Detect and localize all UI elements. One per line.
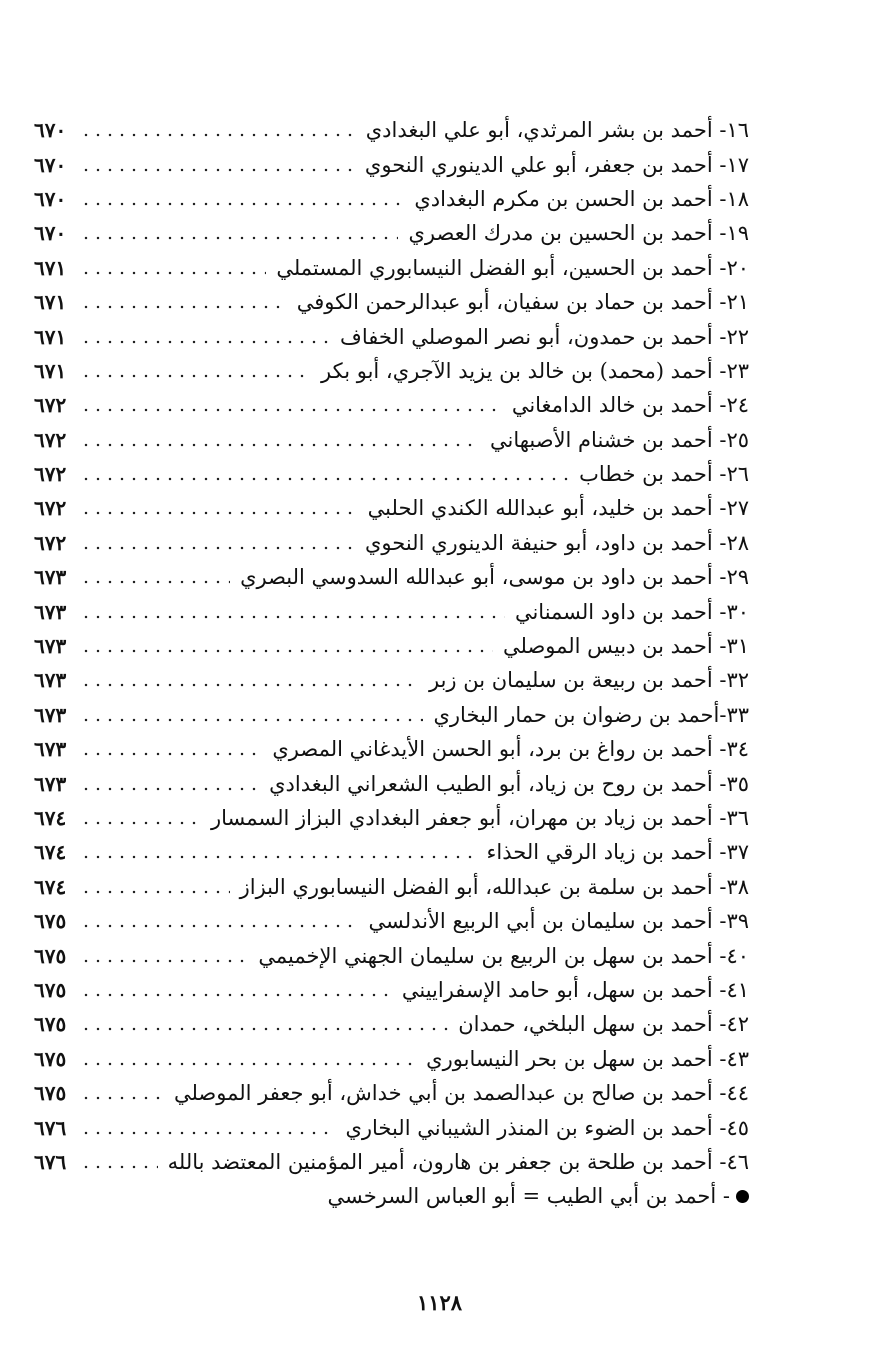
dot-leader [80,338,330,346]
toc-entry [34,251,749,285]
dot-leader [80,441,480,449]
toc-entry-title: ١٦- أحمد بن بشر المرثدي، أبو علي البغدادي [365,118,749,143]
page-number: ١١٢٨ [416,1290,463,1315]
toc-entry-page: ٦٧٣ [34,737,67,762]
dot-leader [80,991,392,999]
toc-entry-title: ٢١- أحمد بن حماد بن سفيان، أبو عبدالرحمن الكوفي [296,290,749,315]
toc-entry-title: ٤١- أحمد بن سهل، أبو حامد الإسفراييني [401,977,749,1002]
toc-entry-page: ٦٧٥ [34,1046,67,1071]
toc-entry [34,870,749,904]
bullet-icon [736,1190,749,1203]
toc-entry [34,594,749,628]
toc-entry [34,526,749,560]
dot-leader [80,785,259,793]
toc-entry-title: ٢٥- أحمد بن خشنام الأصبهاني [489,427,749,452]
toc-entry-title: ٢٩- أحمد بن داود بن موسى، أبو عبدالله السدوسي البصري [240,565,749,590]
toc-entry-page: ٦٧٣ [34,634,67,659]
toc-entry [34,319,749,353]
toc-entry-page: ٦٧٦ [34,1149,67,1174]
toc-entry-title: ٣٥- أحمد بن روح بن زياد، أبو الطيب الشعراني البغدادي [269,771,749,796]
toc-list [34,113,749,1214]
toc-entry-page: ٦٧٢ [34,427,67,452]
toc-entry-title: ١٨- أحمد بن الحسن بن مكرم البغدادي [414,186,749,211]
dot-leader [80,647,493,655]
toc-entry-title: ٢٤- أحمد بن خالد الدامغاني [511,393,749,418]
toc-entry-title: ٤٣- أحمد بن سهل بن بحر النيسابوري [426,1046,749,1071]
dot-leader [80,1025,448,1033]
dot-leader [80,1060,416,1068]
toc-entry-page: ٦٧١ [34,290,67,315]
toc-entry-page: ٦٧٥ [34,909,67,934]
toc-entry-title: ٣٨- أحمد بن سلمة بن عبدالله، أبو الفضل النيسابوري البزاز [239,874,749,899]
toc-entry-page: ٦٧٢ [34,530,67,555]
toc-cross-reference [34,1179,749,1213]
cross-reference-text: - أحمد بن أبي الطيب = أبو العباس السرخسي [327,1184,730,1209]
toc-entry [34,629,749,663]
dot-leader [80,406,502,414]
toc-entry-page: ٦٧٢ [34,462,67,487]
toc-entry-page: ٦٧٠ [34,118,67,143]
dot-leader [80,750,262,758]
toc-entry-title: ٣٠- أحمد بن داود السمناني [514,599,749,624]
toc-entry-page: ٦٧١ [34,255,67,280]
dot-leader [80,716,423,724]
toc-entry-title: ١٧- أحمد بن جعفر، أبو علي الدينوري النحوي [364,152,749,177]
toc-entry-page: ٦٧١ [34,358,67,383]
toc-entry-title: ١٩- أحمد بن الحسين بن مدرك العصري [408,221,749,246]
toc-entry-title: ٢٨- أحمد بن داود، أبو حنيفة الدينوري النحوي [365,530,749,555]
dot-leader [80,922,358,930]
toc-entry-page: ٦٧٣ [34,668,67,693]
toc-entry-page: ٦٧١ [34,324,67,349]
dot-leader [80,1129,335,1137]
toc-entry-page: ٦٧٠ [34,186,67,211]
toc-entry [34,801,749,835]
toc-entry-title: ٤٤- أحمد بن صالح بن عبدالصمد بن أبي خداش، أبو جعفر الموصلي [173,1081,749,1106]
toc-entry-title: ٤٢- أحمد بن سهل البلخي، حمدان [458,1012,749,1037]
toc-entry-page: ٦٧٢ [34,393,67,418]
toc-entry-title: ٣٤- أحمد بن رواغ بن برد، أبو الحسن الأيدغاني المصري [272,737,749,762]
dot-leader [80,234,398,242]
toc-entry [34,147,749,181]
dot-leader [80,957,248,965]
toc-entry-page: ٦٧٤ [34,806,67,830]
toc-entry-title: ٢٣- أحمد (محمد) بن خالد بن يزيد الآجري، أبو بكر [321,358,749,383]
dot-leader [80,475,569,483]
dot-leader [80,853,477,861]
toc-entry-page: ٦٧٤ [34,874,67,899]
toc-entry-title: ٣١- أحمد بن دبيس الموصلي [503,634,749,659]
dot-leader [80,166,355,174]
toc-entry-title: ٤٠- أحمد بن سهل بن الربيع بن سليمان الجهني الإخميمي [258,943,749,968]
toc-entry-page: ٦٧٥ [34,1081,67,1106]
dot-leader [80,303,287,311]
toc-entry-page: ٦٧٤ [34,840,67,865]
dot-leader [80,819,201,827]
dot-leader [80,1094,164,1102]
toc-entry-page: ٦٧٥ [34,1012,67,1037]
toc-entry-title: ٢٠- أحمد بن الحسين، أبو الفضل النيسابوري المستملي [276,255,749,280]
dot-leader [80,509,358,517]
toc-entry [34,285,749,319]
toc-entry-title: ٤٦- أحمد بن طلحة بن جعفر بن هارون، أمير المؤمنين المعتضد بالله [167,1149,749,1174]
dot-leader [80,200,404,208]
toc-entry [34,560,749,594]
toc-entry [34,491,749,525]
toc-entry-title: ٢٦- أحمد بن خطاب [579,462,749,487]
toc-entry-page: ٦٧٠ [34,152,67,177]
toc-entry [34,1110,749,1144]
toc-entry-page: ٦٧٣ [34,702,67,727]
toc-entry [34,663,749,697]
dot-leader [80,681,419,689]
toc-entry [34,1042,749,1076]
toc-entry [34,1145,749,1179]
dot-leader [80,544,355,552]
toc-entry-page: ٦٧٣ [34,771,67,796]
toc-entry [34,904,749,938]
toc-entry [34,766,749,800]
toc-entry-title: ٣٧- أحمد بن زياد الرقي الحذاء [486,840,749,865]
toc-entry-title: ٢٢- أحمد بن حمدون، أبو نصر الموصلي الخفاف [340,324,749,349]
toc-entry [34,457,749,491]
toc-entry-title: ٣٢- أحمد بن ربيعة بن سليمان بن زبر [429,668,749,693]
dot-leader [80,372,311,380]
toc-entry [34,1076,749,1110]
toc-entry-title: ٤٥- أحمد بن الضوء بن المنذر الشيباني البخاري [345,1115,749,1140]
toc-entry-title: ٢٧- أحمد بن خليد، أبو عبدالله الكندي الحلبي [367,496,749,521]
toc-entry [34,182,749,216]
dot-leader [80,613,505,621]
toc-entry [34,938,749,972]
toc-entry-title: ٣٣-أحمد بن رضوان بن حمار البخاري [433,702,749,727]
toc-entry [34,732,749,766]
toc-entry [34,835,749,869]
toc-entry [34,698,749,732]
toc-entry [34,354,749,388]
toc-entry-title: ٣٦- أحمد بن زياد بن مهران، أبو جعفر البغدادي البزاز السمسار [210,806,749,830]
toc-entry [34,423,749,457]
dot-leader [80,269,266,277]
dot-leader [80,1163,158,1171]
toc-entry-page: ٦٧٣ [34,565,67,590]
dot-leader [80,131,356,139]
toc-entry [34,388,749,422]
toc-entry [34,113,749,147]
toc-entry-page: ٦٧٥ [34,943,67,968]
toc-entry-page: ٦٧٢ [34,496,67,521]
toc-entry-page: ٦٧٠ [34,221,67,246]
dot-leader [80,578,230,586]
toc-entry-page: ٦٧٣ [34,599,67,624]
toc-entry-title: ٣٩- أحمد بن سليمان بن أبي الربيع الأندلسي [368,909,749,934]
toc-entry [34,1007,749,1041]
dot-leader [80,888,230,896]
toc-entry-page: ٦٧٦ [34,1115,67,1140]
toc-entry [34,973,749,1007]
toc-entry [34,216,749,250]
toc-entry-page: ٦٧٥ [34,977,67,1002]
